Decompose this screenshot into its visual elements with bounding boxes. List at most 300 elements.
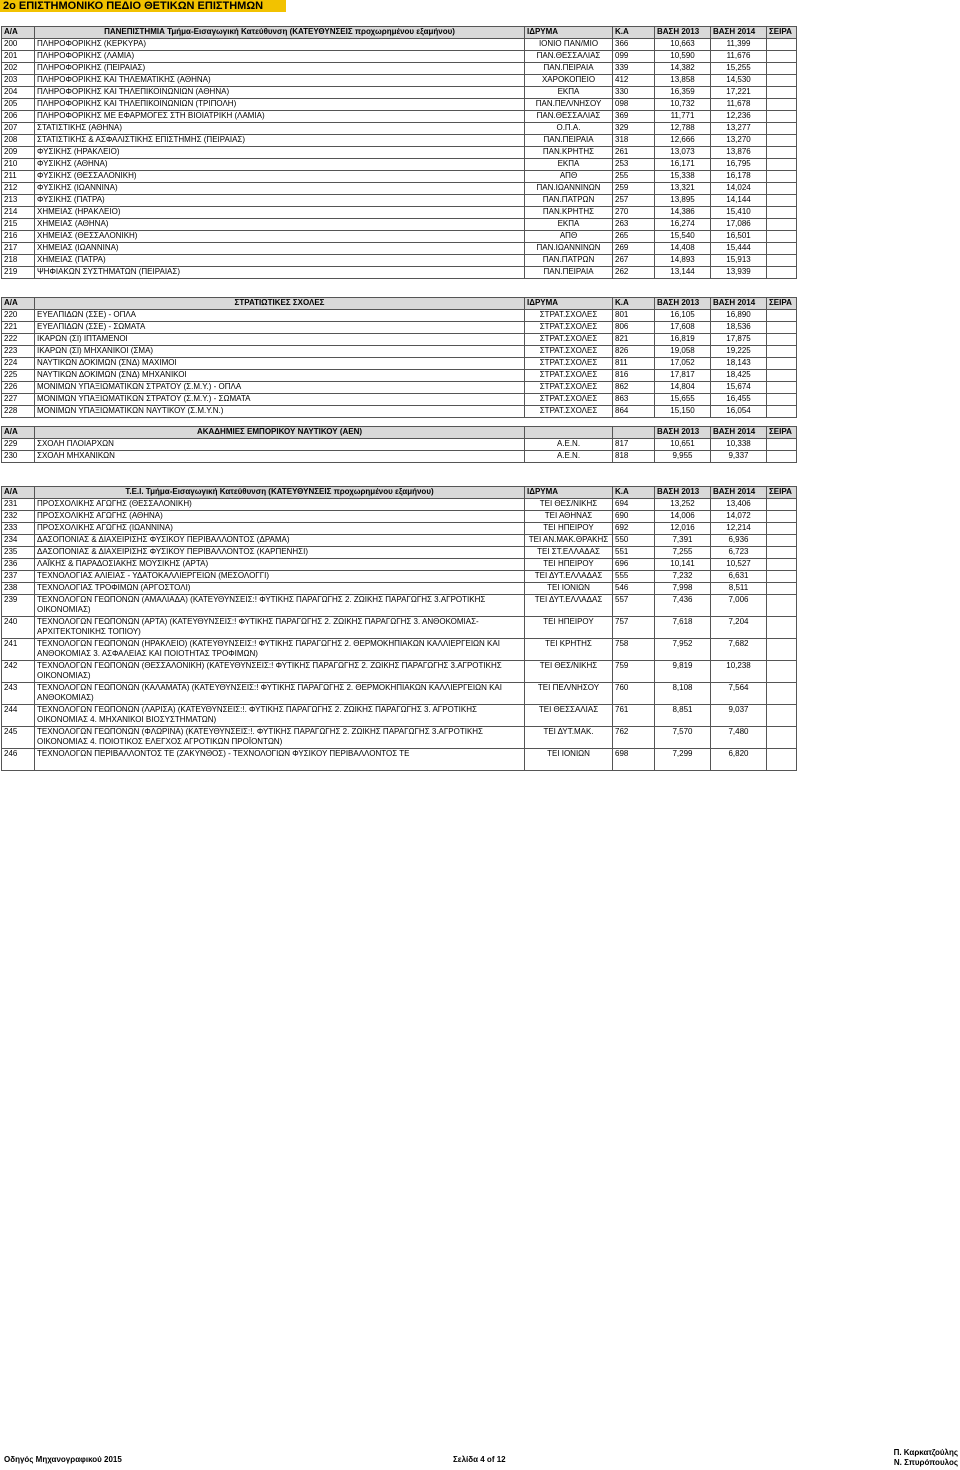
cell-code: 551 (613, 547, 655, 559)
cell-aa: 201 (2, 51, 35, 63)
table-row (2, 51, 797, 63)
cell-series (767, 617, 797, 639)
cell-series (767, 511, 797, 523)
cell-series (767, 135, 797, 147)
cell-series (767, 87, 797, 99)
cell-base-2014: 6,631 (711, 571, 767, 583)
cell-department: ΠΛΗΡΟΦΟΡΙΚΗΣ (ΠΕΙΡΑΙΑΣ) (35, 63, 525, 75)
cell-base-2013: 7,998 (655, 583, 711, 595)
cell-aa: 218 (2, 255, 35, 267)
cell-code: 757 (613, 617, 655, 639)
cell-department: ΜΟΝΙΜΩΝ ΥΠΑΞΙΩΜΑΤΙΚΩΝ ΣΤΡΑΤΟΥ (Σ.Μ.Υ.) - ΣΩΜΑΤΑ (35, 394, 525, 406)
header-institution: ΙΔΡΥΜΑ (525, 487, 613, 499)
table-row (2, 310, 797, 322)
header-code: Κ.Α (613, 298, 655, 310)
cell-institution: ΤΕΙ ΔΥΤ.ΕΛΛΑΔΑΣ (525, 571, 613, 583)
cell-institution: ΤΕΙ ΘΕΣΣΑΛΙΑΣ (525, 705, 613, 727)
table-row (2, 523, 797, 535)
header-department: ΠΑΝΕΠΙΣΤΗΜΙΑ Τμήμα-Εισαγωγική Κατεύθυνση (ΚΑΤΕΥΘΥΝΣΕΙΣ προχωρημένου εξαμήνου) (35, 27, 525, 39)
cell-department: ΤΕΧΝΟΛΟΓΩΝ ΓΕΩΠΟΝΩΝ (ΑΡΤΑ) (ΚΑΤΕΥΘΥΝΣΕΙΣ:! ΦΥΤΙΚΗΣ ΠΑΡΑΓΩΓΗΣ 2. ΖΩΙΚΗΣ ΠΑΡΑΓΩΓΗΣ 3. ΑΝΘΟΚΟΜΙΑΣ- ΑΡΧΙΤΕΚΤΟΝΙΚΗΣ ΤΟΠΙΟΥ) (35, 617, 525, 639)
cell-department: ΠΡΟΣΧΟΛΙΚΗΣ ΑΓΩΓΗΣ (ΙΩΑΝΝΙΝΑ) (35, 523, 525, 535)
cell-aa: 229 (2, 439, 35, 451)
cell-series (767, 231, 797, 243)
cell-base-2014: 18,536 (711, 322, 767, 334)
cell-department: ΜΟΝΙΜΩΝ ΥΠΑΞΙΩΜΑΤΙΚΩΝ ΣΤΡΑΤΟΥ (Σ.Μ.Υ.) - ΟΠΛΑ (35, 382, 525, 394)
cell-series (767, 75, 797, 87)
cell-code: 099 (613, 51, 655, 63)
cell-series (767, 749, 797, 771)
cell-aa: 243 (2, 683, 35, 705)
cell-department: ΔΑΣΟΠΟΝΙΑΣ & ΔΙΑΧΕΙΡΙΣΗΣ ΦΥΣΙΚΟΥ ΠΕΡΙΒΑΛΛΟΝΤΟΣ (ΔΡΑΜΑ) (35, 535, 525, 547)
cell-department: ΝΑΥΤΙΚΩΝ ΔΟΚΙΜΩΝ (ΣΝΔ) ΜΗΧΑΝΙΚΟΙ (35, 370, 525, 382)
cell-aa: 219 (2, 267, 35, 279)
cell-base-2014: 7,480 (711, 727, 767, 749)
cell-department: ΛΑΪΚΗΣ & ΠΑΡΑΔΟΣΙΑΚΗΣ ΜΟΥΣΙΚΗΣ (ΑΡΤΑ) (35, 559, 525, 571)
header-base-2013: ΒΑΣΗ 2013 (655, 487, 711, 499)
header-code: Κ.Α (613, 487, 655, 499)
cell-aa: 246 (2, 749, 35, 771)
cell-aa: 210 (2, 159, 35, 171)
cell-base-2014: 9,337 (711, 451, 767, 463)
cell-series (767, 346, 797, 358)
cell-institution: ΠΑΝ.ΠΑΤΡΩΝ (525, 195, 613, 207)
cell-department: ΧΗΜΕΙΑΣ (ΘΕΣΣΑΛΟΝΙΚΗ) (35, 231, 525, 243)
cell-institution: ΤΕΙ ΚΡΗΤΗΣ (525, 639, 613, 661)
cell-institution: ΤΕΙ ΔΥΤ.ΕΛΛΑΔΑΣ (525, 595, 613, 617)
cell-department: ΝΑΥΤΙΚΩΝ ΔΟΚΙΜΩΝ (ΣΝΔ) ΜΑΧΙΜΟΙ (35, 358, 525, 370)
cell-department: ΠΛΗΡΟΦΟΡΙΚΗΣ (ΚΕΡΚΥΡΑ) (35, 39, 525, 51)
cell-institution: ΣΤΡΑΤ.ΣΧΟΛΕΣ (525, 406, 613, 418)
cell-institution: ΠΑΝ.ΠΕΙΡΑΙΑ (525, 267, 613, 279)
cell-aa: 206 (2, 111, 35, 123)
header-aa: Α/Α (2, 27, 35, 39)
cell-base-2013: 8,851 (655, 705, 711, 727)
cell-code: 692 (613, 523, 655, 535)
cell-series (767, 559, 797, 571)
footer-author-2: Ν. Σπυρόπουλος (893, 1458, 958, 1467)
cell-department: ΣΧΟΛΗ ΠΛΟΙΑΡΧΩΝ (35, 439, 525, 451)
cell-aa: 226 (2, 382, 35, 394)
cell-series (767, 727, 797, 749)
table-row (2, 159, 797, 171)
cell-series (767, 406, 797, 418)
cell-institution: ΠΑΝ.ΘΕΣΣΑΛΙΑΣ (525, 51, 613, 63)
cell-department: ΧΗΜΕΙΑΣ (ΙΩΑΝΝΙΝΑ) (35, 243, 525, 255)
cell-aa: 212 (2, 183, 35, 195)
cell-institution: ΠΑΝ.ΙΩΑΝΝΙΝΩΝ (525, 243, 613, 255)
cell-code: 826 (613, 346, 655, 358)
cell-code: 330 (613, 87, 655, 99)
cell-series (767, 207, 797, 219)
cell-department: ΤΕΧΝΟΛΟΓΩΝ ΓΕΩΠΟΝΩΝ (ΚΑΛΑΜΑΤΑ) (ΚΑΤΕΥΘΥΝΣΕΙΣ:! ΦΥΤΙΚΗΣ ΠΑΡΑΓΩΓΗΣ 2. ΘΕΡΜΟΚΗΠΙΑΚΩΝ ΚΑΛΛΙΕΡΓΕΙΩΝ ΚΑΙ ΑΝΘΟΚΟΜΙΑΣ) (35, 683, 525, 705)
cell-aa: 234 (2, 535, 35, 547)
cell-department: ΠΡΟΣΧΟΛΙΚΗΣ ΑΓΩΓΗΣ (ΘΕΣΣΑΛΟΝΙΚΗ) (35, 499, 525, 511)
header-base-2013: ΒΑΣΗ 2013 (655, 298, 711, 310)
cell-code: 760 (613, 683, 655, 705)
section-universities (1, 26, 796, 279)
cell-aa: 239 (2, 595, 35, 617)
cell-base-2013: 15,150 (655, 406, 711, 418)
cell-institution: ΕΚΠΑ (525, 87, 613, 99)
cell-department: ΧΗΜΕΙΑΣ (ΗΡΑΚΛΕΙΟ) (35, 207, 525, 219)
cell-base-2013: 14,006 (655, 511, 711, 523)
cell-institution: ΤΕΙ ΑΝ.ΜΑΚ.ΘΡΑΚΗΣ (525, 535, 613, 547)
header-institution: ΙΔΡΥΜΑ (525, 27, 613, 39)
cell-institution: ΠΑΝ.ΘΕΣΣΑΛΙΑΣ (525, 111, 613, 123)
cell-series (767, 310, 797, 322)
cell-base-2014: 12,214 (711, 523, 767, 535)
cell-department: ΙΚΑΡΩΝ (ΣΙ) ΙΠΤΑΜΕΝΟΙ (35, 334, 525, 346)
cell-base-2014: 18,425 (711, 370, 767, 382)
cell-base-2013: 16,819 (655, 334, 711, 346)
cell-base-2013: 12,016 (655, 523, 711, 535)
cell-code: 801 (613, 310, 655, 322)
header-department: ΑΚΑΔΗΜΙΕΣ ΕΜΠΟΡΙΚΟΥ ΝΑΥΤΙΚΟΥ (ΑΕΝ) (35, 427, 525, 439)
cell-code: 263 (613, 219, 655, 231)
cell-base-2014: 13,277 (711, 123, 767, 135)
cell-base-2014: 7,682 (711, 639, 767, 661)
header-base-2014: ΒΑΣΗ 2014 (711, 298, 767, 310)
table-row (2, 547, 797, 559)
cell-series (767, 123, 797, 135)
cell-aa: 208 (2, 135, 35, 147)
cell-base-2013: 16,105 (655, 310, 711, 322)
cell-series (767, 661, 797, 683)
cell-code: 366 (613, 39, 655, 51)
cell-code: 811 (613, 358, 655, 370)
footer-right (894, 1448, 958, 1468)
table-row (2, 749, 797, 771)
cell-code: 329 (613, 123, 655, 135)
cell-base-2013: 14,804 (655, 382, 711, 394)
cell-base-2014: 9,037 (711, 705, 767, 727)
cell-code: 550 (613, 535, 655, 547)
cell-base-2013: 16,171 (655, 159, 711, 171)
cell-base-2013: 13,073 (655, 147, 711, 159)
footer-author-1: Π. Καρκατζούλης (893, 1448, 958, 1457)
table-row (2, 511, 797, 523)
cell-base-2014: 6,820 (711, 749, 767, 771)
cell-institution: ΤΕΙ ΗΠΕΙΡΟΥ (525, 559, 613, 571)
cell-institution: ΠΑΝ.ΙΩΑΝΝΙΝΩΝ (525, 183, 613, 195)
cell-base-2014: 14,072 (711, 511, 767, 523)
table-row (2, 451, 797, 463)
cell-base-2013: 7,232 (655, 571, 711, 583)
cell-base-2014: 13,939 (711, 267, 767, 279)
cell-series (767, 171, 797, 183)
cell-base-2013: 15,338 (655, 171, 711, 183)
cell-base-2014: 8,511 (711, 583, 767, 595)
cell-aa: 244 (2, 705, 35, 727)
cell-institution: ΣΤΡΑΤ.ΣΧΟΛΕΣ (525, 346, 613, 358)
cell-code: 253 (613, 159, 655, 171)
table-row (2, 439, 797, 451)
cell-base-2013: 14,408 (655, 243, 711, 255)
cell-department: ΔΑΣΟΠΟΝΙΑΣ & ΔΙΑΧΕΙΡΙΣΗΣ ΦΥΣΙΚΟΥ ΠΕΡΙΒΑΛΛΟΝΤΟΣ (ΚΑΡΠΕΝΗΣΙ) (35, 547, 525, 559)
cell-code: 806 (613, 322, 655, 334)
cell-code: 761 (613, 705, 655, 727)
cell-base-2013: 7,391 (655, 535, 711, 547)
cell-series (767, 394, 797, 406)
cell-aa: 204 (2, 87, 35, 99)
cell-base-2013: 17,608 (655, 322, 711, 334)
table-row (2, 370, 797, 382)
cell-series (767, 639, 797, 661)
cell-institution: ΠΑΝ.ΠΑΤΡΩΝ (525, 255, 613, 267)
cell-series (767, 322, 797, 334)
cell-base-2014: 13,406 (711, 499, 767, 511)
cell-aa: 233 (2, 523, 35, 535)
cell-institution: ΤΕΙ ΙΟΝΙΩΝ (525, 749, 613, 771)
cell-institution: ΤΕΙ ΘΕΣ/ΝΙΚΗΣ (525, 499, 613, 511)
cell-aa: 241 (2, 639, 35, 661)
table-row (2, 727, 797, 749)
cell-code: 557 (613, 595, 655, 617)
cell-aa: 235 (2, 547, 35, 559)
cell-aa: 200 (2, 39, 35, 51)
cell-base-2013: 7,618 (655, 617, 711, 639)
table-row (2, 63, 797, 75)
cell-base-2014: 11,399 (711, 39, 767, 51)
cell-base-2013: 16,359 (655, 87, 711, 99)
cell-series (767, 63, 797, 75)
cell-code: 555 (613, 571, 655, 583)
cell-series (767, 183, 797, 195)
cell-institution: ΣΤΡΑΤ.ΣΧΟΛΕΣ (525, 382, 613, 394)
table-row (2, 617, 797, 639)
section-military (1, 297, 796, 418)
cell-base-2013: 10,663 (655, 39, 711, 51)
cell-department: ΕΥΕΛΠΙΔΩΝ (ΣΣΕ) - ΟΠΛΑ (35, 310, 525, 322)
cell-base-2013: 11,771 (655, 111, 711, 123)
table-row (2, 135, 797, 147)
cell-institution: Α.Ε.Ν. (525, 439, 613, 451)
cell-department: ΙΚΑΡΩΝ (ΣΙ) ΜΗΧΑΝΙΚΟΙ (ΣΜΑ) (35, 346, 525, 358)
cell-series (767, 571, 797, 583)
cell-base-2013: 15,655 (655, 394, 711, 406)
cell-series (767, 547, 797, 559)
cell-code: 690 (613, 511, 655, 523)
universities-table (1, 26, 797, 279)
cell-base-2013: 13,895 (655, 195, 711, 207)
cell-department: ΜΟΝΙΜΩΝ ΥΠΑΞΙΩΜΑΤΙΚΩΝ ΝΑΥΤΙΚΟΥ (Σ.Μ.Υ.Ν.) (35, 406, 525, 418)
cell-series (767, 195, 797, 207)
cell-aa: 237 (2, 571, 35, 583)
cell-institution: ΤΕΙ ΗΠΕΙΡΟΥ (525, 523, 613, 535)
header-base-2014: ΒΑΣΗ 2014 (711, 487, 767, 499)
cell-aa: 224 (2, 358, 35, 370)
cell-department: ΦΥΣΙΚΗΣ (ΗΡΑΚΛΕΙΟ) (35, 147, 525, 159)
table-row (2, 123, 797, 135)
cell-series (767, 499, 797, 511)
cell-base-2014: 7,204 (711, 617, 767, 639)
cell-base-2013: 7,570 (655, 727, 711, 749)
cell-aa: 203 (2, 75, 35, 87)
table-row (2, 559, 797, 571)
cell-aa: 245 (2, 727, 35, 749)
section-tei (1, 486, 796, 771)
header-series: ΣΕΙΡΑ (767, 27, 797, 39)
table-row (2, 334, 797, 346)
cell-code: 759 (613, 661, 655, 683)
table-row (2, 346, 797, 358)
cell-institution: ΣΤΡΑΤ.ΣΧΟΛΕΣ (525, 322, 613, 334)
cell-institution: ΙΟΝΙΟ ΠΑΝ/ΜΙΟ (525, 39, 613, 51)
cell-code: 412 (613, 75, 655, 87)
footer-center: Σελίδα 4 of 12 (453, 1455, 506, 1464)
cell-code: 818 (613, 451, 655, 463)
cell-code: 269 (613, 243, 655, 255)
cell-institution: ΠΑΝ.ΠΕΛ/ΝΗΣΟΥ (525, 99, 613, 111)
cell-aa: 236 (2, 559, 35, 571)
cell-series (767, 159, 797, 171)
table-row (2, 683, 797, 705)
cell-series (767, 439, 797, 451)
cell-institution: ΠΑΝ.ΠΕΙΡΑΙΑ (525, 63, 613, 75)
table-row (2, 661, 797, 683)
cell-base-2014: 6,936 (711, 535, 767, 547)
cell-aa: 223 (2, 346, 35, 358)
cell-series (767, 147, 797, 159)
cell-base-2013: 10,732 (655, 99, 711, 111)
cell-department: ΧΗΜΕΙΑΣ (ΑΘΗΝΑ) (35, 219, 525, 231)
cell-base-2014: 10,338 (711, 439, 767, 451)
cell-aa: 217 (2, 243, 35, 255)
cell-department: ΠΛΗΡΟΦΟΡΙΚΗΣ ΚΑΙ ΤΗΛΕΠΙΚΟΙΝΩΝΙΩΝ (ΤΡΙΠΟΛΗ) (35, 99, 525, 111)
cell-aa: 231 (2, 499, 35, 511)
cell-institution: Ο.Π.Α. (525, 123, 613, 135)
cell-series (767, 255, 797, 267)
cell-institution: ΣΤΡΑΤ.ΣΧΟΛΕΣ (525, 394, 613, 406)
cell-aa: 222 (2, 334, 35, 346)
header-base-2013: ΒΑΣΗ 2013 (655, 27, 711, 39)
header-base-2014: ΒΑΣΗ 2014 (711, 27, 767, 39)
cell-series (767, 219, 797, 231)
cell-base-2013: 7,255 (655, 547, 711, 559)
section-merchant-navy (1, 426, 796, 463)
header-code (613, 427, 655, 439)
cell-base-2014: 10,527 (711, 559, 767, 571)
header-base-2013: ΒΑΣΗ 2013 (655, 427, 711, 439)
table-row (2, 406, 797, 418)
cell-code: 267 (613, 255, 655, 267)
cell-base-2014: 16,890 (711, 310, 767, 322)
cell-aa: 230 (2, 451, 35, 463)
cell-series (767, 358, 797, 370)
cell-institution: ΣΤΡΑΤ.ΣΧΟΛΕΣ (525, 370, 613, 382)
cell-base-2014: 19,225 (711, 346, 767, 358)
cell-code: 864 (613, 406, 655, 418)
cell-department: ΠΛΗΡΟΦΟΡΙΚΗΣ ΜΕ ΕΦΑΡΜΟΓΕΣ ΣΤΗ ΒΙΟΙΑΤΡΙΚΗ (ΛΑΜΙΑ) (35, 111, 525, 123)
cell-base-2014: 7,564 (711, 683, 767, 705)
table-row (2, 87, 797, 99)
cell-department: ΣΤΑΤΙΣΤΙΚΗΣ (ΑΘΗΝΑ) (35, 123, 525, 135)
cell-code: 369 (613, 111, 655, 123)
cell-aa: 225 (2, 370, 35, 382)
cell-series (767, 583, 797, 595)
cell-series (767, 99, 797, 111)
table-row (2, 195, 797, 207)
table-row (2, 499, 797, 511)
header-aa: Α/Α (2, 427, 35, 439)
header-institution (525, 427, 613, 439)
cell-department: ΠΛΗΡΟΦΟΡΙΚΗΣ ΚΑΙ ΤΗΛΕΜΑΤΙΚΗΣ (ΑΘΗΝΑ) (35, 75, 525, 87)
cell-base-2013: 9,819 (655, 661, 711, 683)
cell-aa: 216 (2, 231, 35, 243)
cell-department: ΠΡΟΣΧΟΛΙΚΗΣ ΑΓΩΓΗΣ (ΑΘΗΝΑ) (35, 511, 525, 523)
cell-department: ΠΛΗΡΟΦΟΡΙΚΗΣ (ΛΑΜΙΑ) (35, 51, 525, 63)
cell-department: ΧΗΜΕΙΑΣ (ΠΑΤΡΑ) (35, 255, 525, 267)
cell-base-2014: 15,444 (711, 243, 767, 255)
cell-aa: 205 (2, 99, 35, 111)
cell-base-2013: 9,955 (655, 451, 711, 463)
cell-base-2014: 16,501 (711, 231, 767, 243)
cell-base-2014: 7,006 (711, 595, 767, 617)
table-row (2, 219, 797, 231)
cell-base-2014: 13,876 (711, 147, 767, 159)
header-aa: Α/Α (2, 487, 35, 499)
cell-base-2013: 13,252 (655, 499, 711, 511)
cell-series (767, 683, 797, 705)
cell-institution: ΑΠΘ (525, 171, 613, 183)
cell-base-2014: 16,795 (711, 159, 767, 171)
cell-aa: 228 (2, 406, 35, 418)
cell-base-2014: 18,143 (711, 358, 767, 370)
cell-aa: 211 (2, 171, 35, 183)
cell-base-2013: 10,651 (655, 439, 711, 451)
cell-base-2014: 17,875 (711, 334, 767, 346)
cell-code: 862 (613, 382, 655, 394)
cell-aa: 242 (2, 661, 35, 683)
cell-aa: 238 (2, 583, 35, 595)
cell-code: 816 (613, 370, 655, 382)
cell-base-2013: 12,666 (655, 135, 711, 147)
cell-base-2014: 6,723 (711, 547, 767, 559)
cell-department: ΤΕΧΝΟΛΟΓΩΝ ΓΕΩΠΟΝΩΝ (ΑΜΑΛΙΑΔΑ) (ΚΑΤΕΥΘΥΝΣΕΙΣ:! ΦΥΤΙΚΗΣ ΠΑΡΑΓΩΓΗΣ 2. ΖΩΙΚΗΣ ΠΑΡΑΓΩΓΗΣ 3.ΑΓΡΟΤΙΚΗΣ ΟΙΚΟΝΟΜΙΑΣ) (35, 595, 525, 617)
cell-code: 817 (613, 439, 655, 451)
cell-base-2014: 12,236 (711, 111, 767, 123)
cell-department: ΨΗΦΙΑΚΩΝ ΣΥΣΤΗΜΑΤΩΝ (ΠΕΙΡΑΙΑΣ) (35, 267, 525, 279)
table-row (2, 39, 797, 51)
cell-department: ΤΕΧΝΟΛΟΓΩΝ ΠΕΡΙΒΑΛΛΟΝΤΟΣ ΤΕ (ΖΑΚΥΝΘΟΣ) - ΤΕΧΝΟΛΟΓΙΩΝ ΦΥΣΙΚΟΥ ΠΕΡΙΒΑΛΛΟΝΤΟΣ ΤΕ (35, 749, 525, 771)
cell-code: 270 (613, 207, 655, 219)
header-aa: Α/Α (2, 298, 35, 310)
cell-code: 546 (613, 583, 655, 595)
cell-base-2013: 13,144 (655, 267, 711, 279)
cell-base-2013: 7,299 (655, 749, 711, 771)
cell-base-2013: 13,321 (655, 183, 711, 195)
table-row (2, 255, 797, 267)
cell-institution: ΤΕΙ ΑΘΗΝΑΣ (525, 511, 613, 523)
cell-base-2013: 17,052 (655, 358, 711, 370)
cell-base-2014: 11,678 (711, 99, 767, 111)
cell-code: 698 (613, 749, 655, 771)
cell-base-2013: 14,893 (655, 255, 711, 267)
footer-left: Οδηγός Μηχανογραφικού 2015 (4, 1455, 122, 1464)
cell-aa: 215 (2, 219, 35, 231)
cell-aa: 232 (2, 511, 35, 523)
cell-department: ΤΕΧΝΟΛΟΓΩΝ ΓΕΩΠΟΝΩΝ (ΦΛΩΡΙΝΑ) (ΚΑΤΕΥΘΥΝΣΕΙΣ:!. ΦΥΤΙΚΗΣ ΠΑΡΑΓΩΓΗΣ 2. ΖΩΙΚΗΣ ΠΑΡΑΓΩΓΗΣ 3.ΑΓΡΟΤΙΚΗΣ ΟΙΚΟΝΟΜΙΑΣ 4. ΠΟΙΟΤΙΚΟΣ ΕΛΕΓΧΟΣ ΑΓΡΟΤΙΚΩΝ ΠΡΟΪΟΝΤΩΝ) (35, 727, 525, 749)
cell-base-2014: 11,676 (711, 51, 767, 63)
cell-series (767, 111, 797, 123)
cell-base-2014: 15,255 (711, 63, 767, 75)
cell-base-2013: 19,058 (655, 346, 711, 358)
cell-department: ΦΥΣΙΚΗΣ (ΘΕΣΣΑΛΟΝΙΚΗ) (35, 171, 525, 183)
cell-department: ΠΛΗΡΟΦΟΡΙΚΗΣ ΚΑΙ ΤΗΛΕΠΙΚΟΙΝΩΝΙΩΝ (ΑΘΗΝΑ) (35, 87, 525, 99)
table-row (2, 639, 797, 661)
merchant-navy-table (1, 426, 797, 463)
header-row (2, 27, 797, 39)
